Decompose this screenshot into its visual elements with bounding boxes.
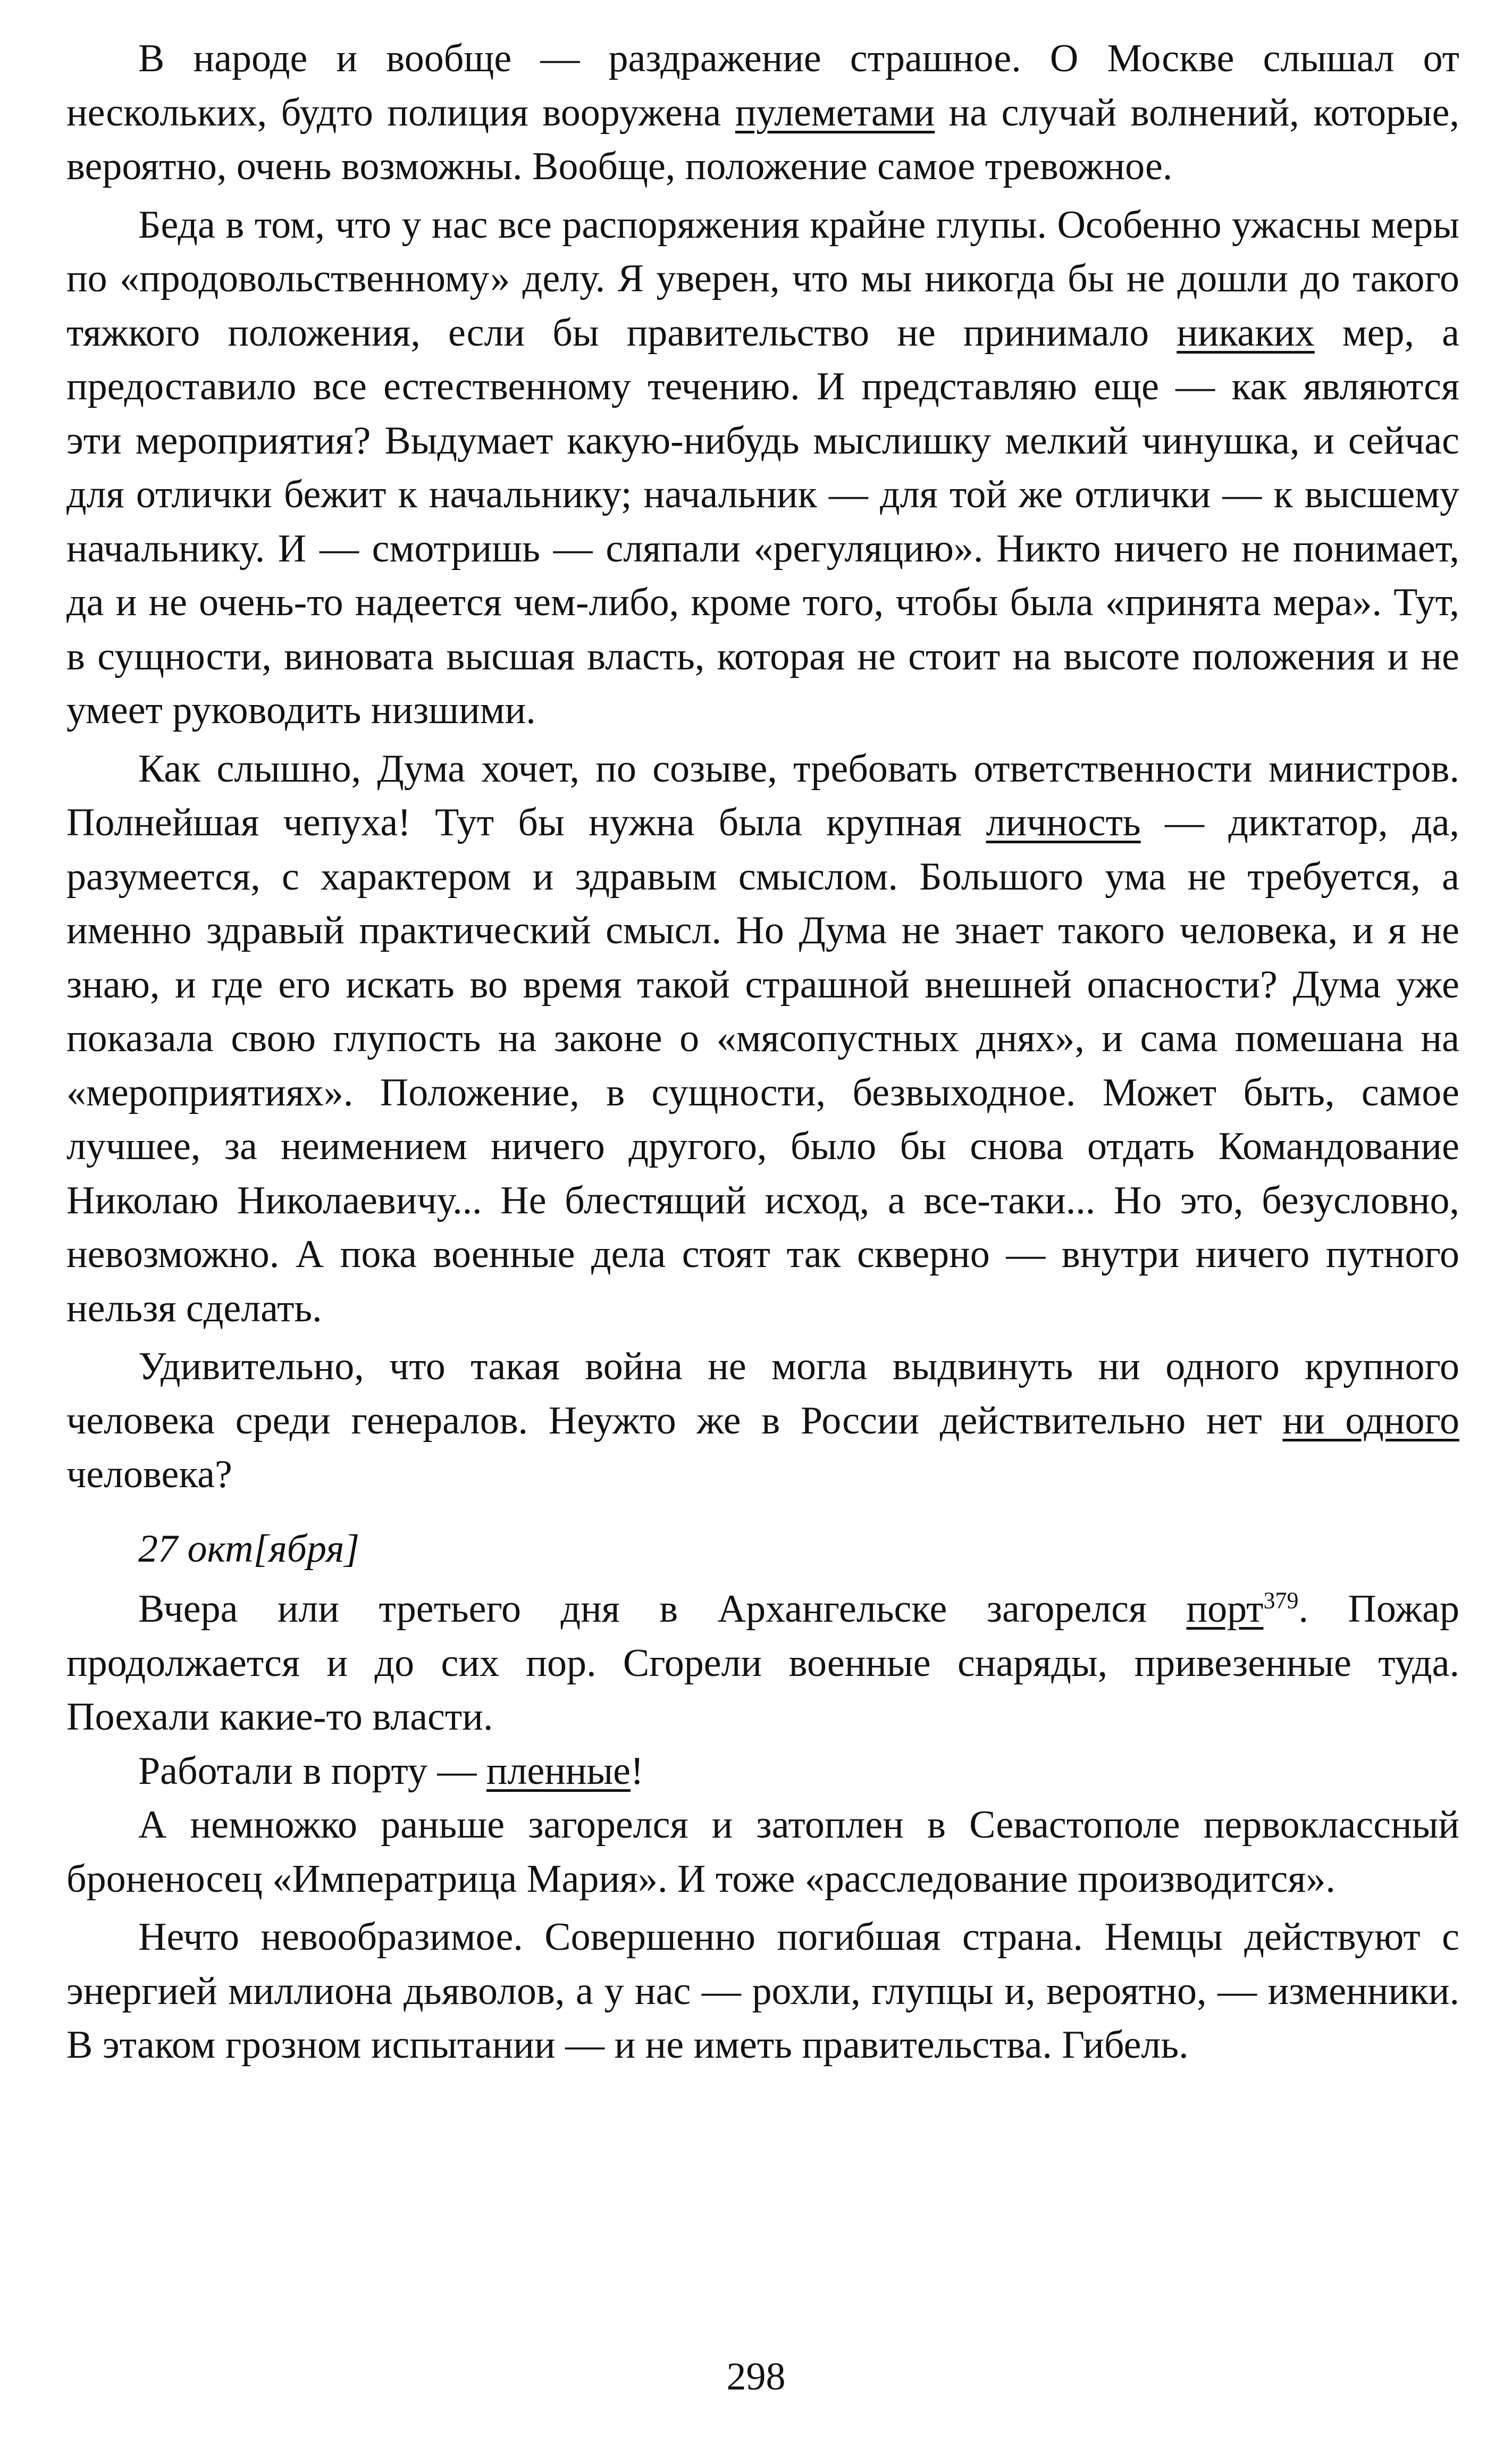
underlined-emphasis: ни одного (1282, 1398, 1459, 1443)
page-number: 298 (726, 2355, 786, 2399)
page-body (66, 32, 1459, 2073)
underlined-emphasis: пленные (486, 1749, 631, 1793)
text-run: В народе и вообще — раздражение страшное. О Москве слышал от нескольких, будто полиция вооружена (66, 37, 1459, 135)
text-run: Работали в порту — (138, 1749, 486, 1793)
footnote-ref: 379 (1263, 1587, 1299, 1614)
underlined-emphasis: никаких (1177, 311, 1315, 355)
paragraph-4 (66, 1340, 1459, 1502)
text-run: — диктатор, да, разумеется, с характером и здравым смыслом. Большого ума не требуется, а именно здравый практический смысл. Но Дума не знает такого человека, и я не знаю, и где его искать во время такой страшной внешней опасности? Дума уже показала свою глупость на законе о «мясопустных днях», и сама помешана на «мероприятиях». Положение, в сущности, безвыходное. Может быть, самое лучшее, за неимением ничего другого, было бы снова отдать Командование Николаю Николаевичу... Не блестящий исход, а все-таки... Но это, безусловно, невозможно. А пока военные дела стоят так скверно — внутри ничего путного нельзя сделать. (66, 801, 1459, 1330)
underlined-emphasis: личность (986, 801, 1141, 844)
text-run: А немножко раньше загорелся и затоплен в Севастополе первоклассный броненосец «Императрица Мария». И тоже «расследование производится». (66, 1803, 1459, 1901)
paragraph-8 (66, 1910, 1459, 2073)
paragraph-2 (66, 198, 1459, 738)
text-run: мер, а предоставило все естественному течению. И представляю еще — как являются эти мероприятия? Выдумает какую-нибудь мыслишку мелкий чинушка, и сейчас для отлички бежит к начальнику; начальник — для той же отлички — к высшему начальнику. И — смотришь — сляпали «регуляцию». Никто ничего не понимает, да и не очень-то надеется чем-либо, кроме того, чтобы была «принята мера». Тут, в сущности, виновата высшая власть, которая не стоит на высоте положения и не умеет руководить низшими. (66, 311, 1459, 732)
text-run: Нечто невообразимое. Совершенно погибшая страна. Немцы действуют с энергией миллиона дьяволов, а у нас — рохли, глупцы и, вероятно, — изменники. В этаком грозном испытании — и не иметь правительства. Гибель. (66, 1915, 1459, 2067)
paragraph-7 (66, 1798, 1459, 1906)
paragraph-1 (66, 32, 1459, 194)
paragraph-3 (66, 742, 1459, 1336)
text-run: ! (631, 1749, 644, 1793)
text-run: Удивительно, что такая война не могла выдвинуть ни одного крупного человека среди генералов. Неужто же в России действительно нет (66, 1345, 1459, 1443)
text-run: Беда в том, что у нас все распоряжения крайне глупы. Особенно ужасны меры по «продовольственному» делу. Я уверен, что мы никогда бы не дошли до такого тяжкого положения, если бы правительство не принимало (66, 203, 1459, 355)
underlined-emphasis: порт (1186, 1587, 1264, 1631)
underlined-emphasis: пулеметами (735, 90, 935, 135)
paragraph-5 (66, 1582, 1459, 1745)
date-heading: 27 окт[ября] (138, 1527, 360, 1571)
text-run: человека? (66, 1453, 232, 1496)
text-run: на случай волнений, которые, вероятно, очень возможны. Вообще, положение самое тревожное. (66, 90, 1460, 188)
text-run: Как слышно, Дума хочет, по созыве, требовать ответственности министров. Полнейшая чепуха! Тут бы нужна была крупная (66, 747, 1459, 844)
paragraph-6 (66, 1745, 1459, 1799)
text-run: . Пожар продолжается и до сих пор. Сгорели военные снаряды, привезенные туда. Поехали какие-то власти. (66, 1587, 1459, 1739)
text-run: Вчера или третьего дня в Архангельске загорелся (138, 1587, 1187, 1631)
